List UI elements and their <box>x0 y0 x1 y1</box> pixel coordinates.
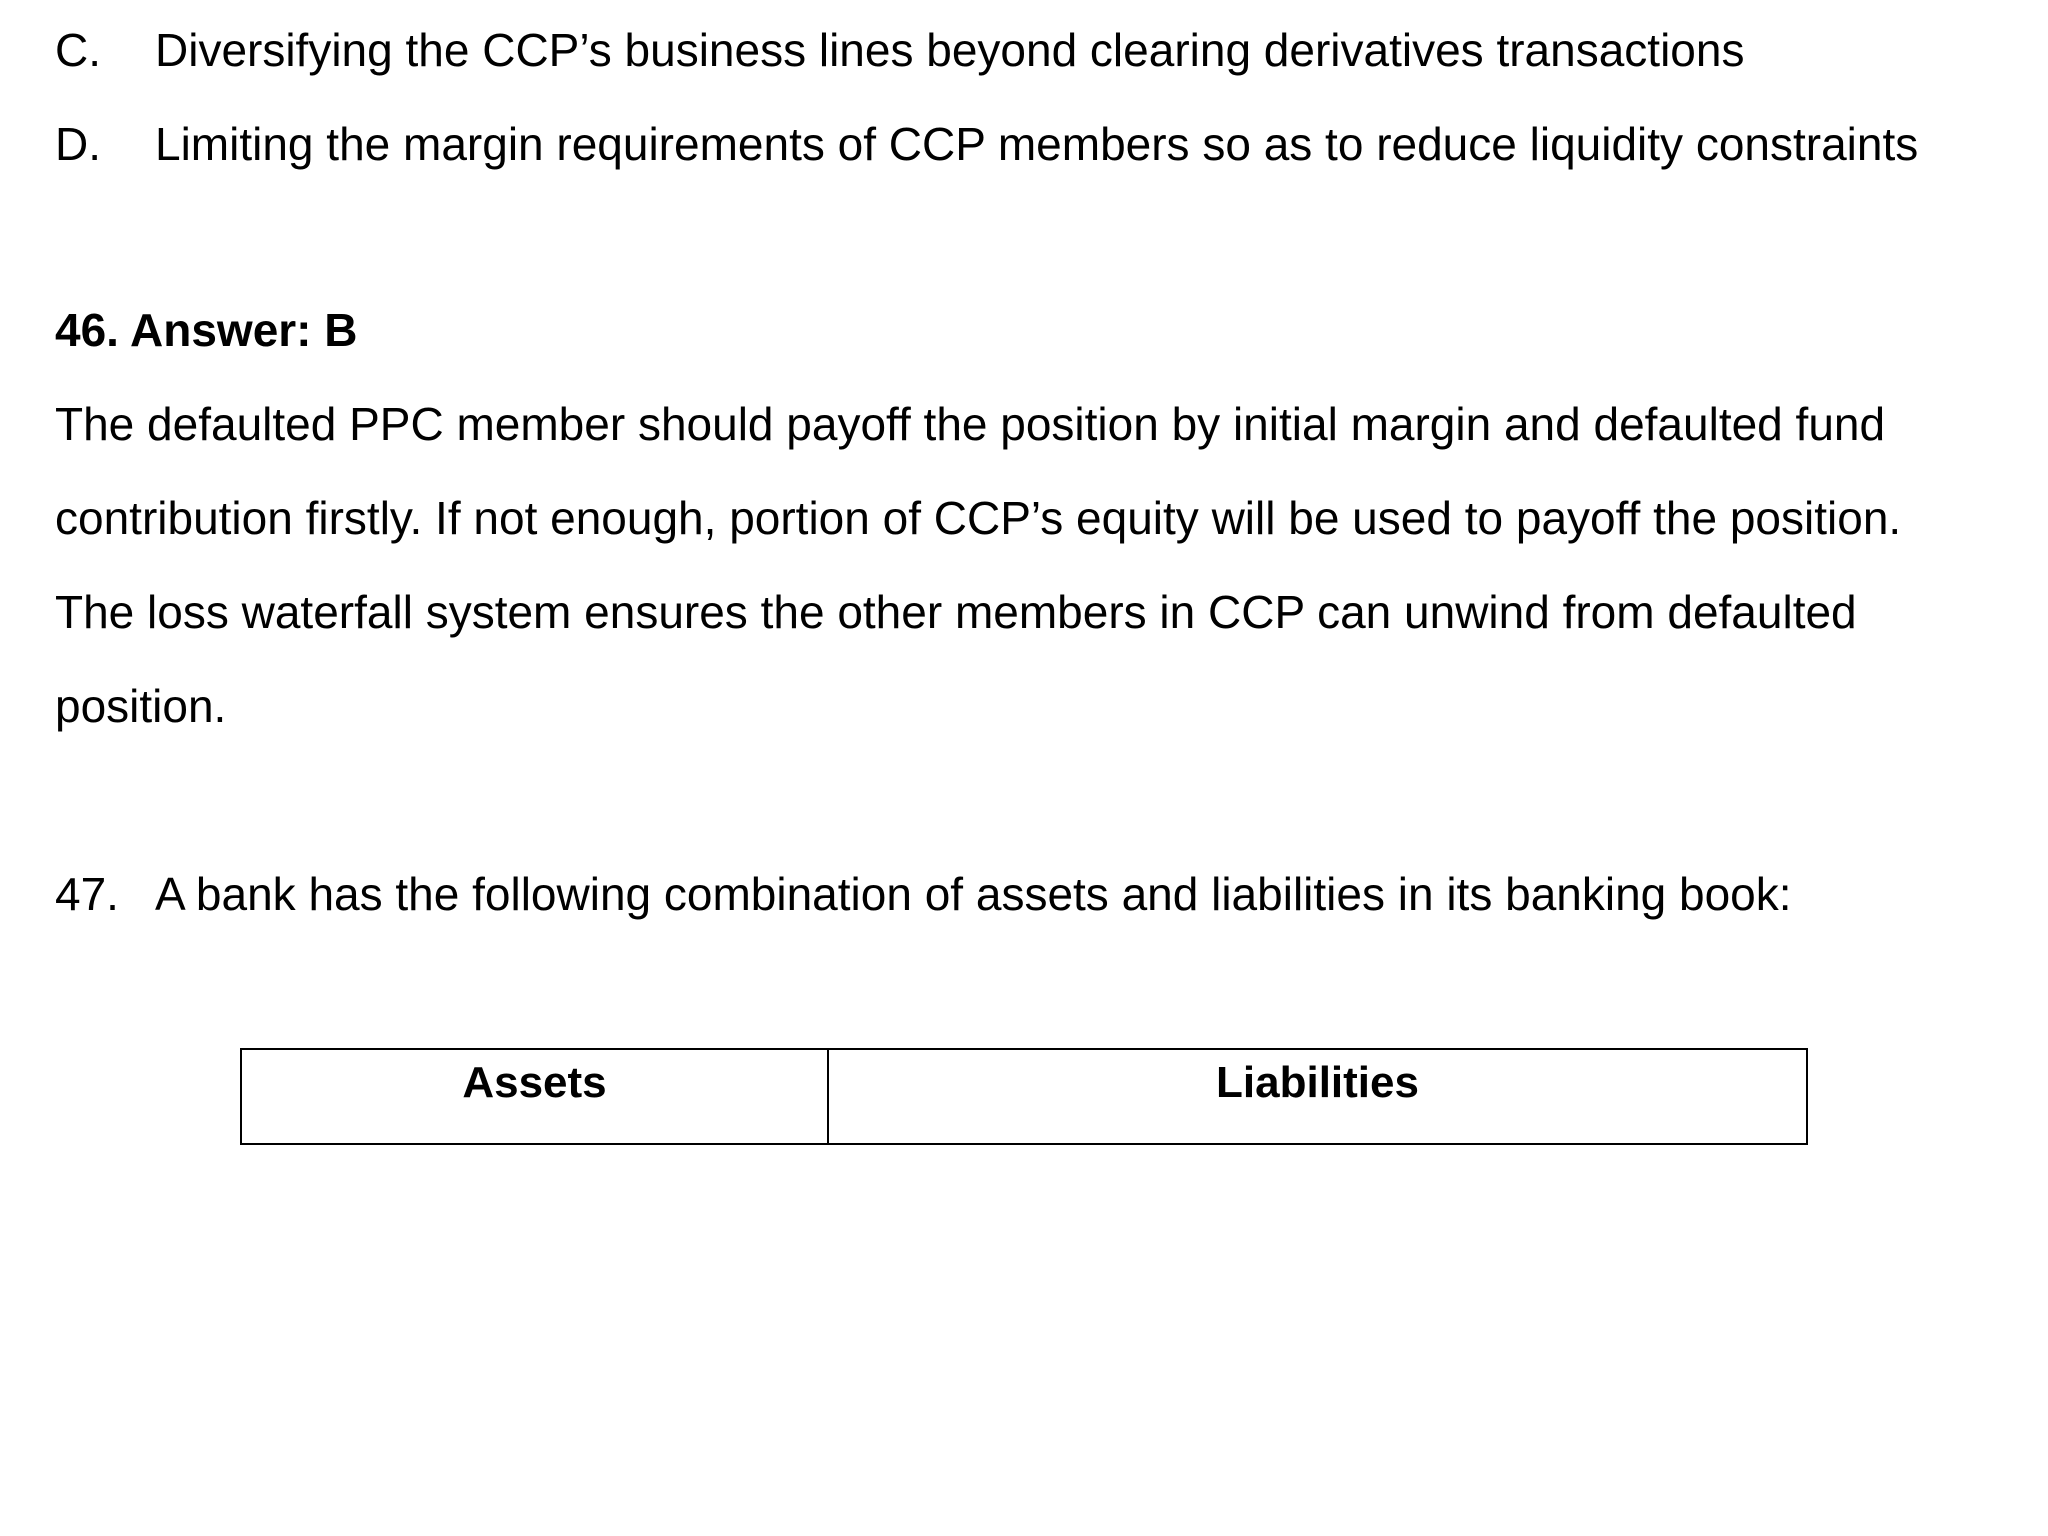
option-d-text: Limiting the margin requirements of CCP members so as to reduce liquidity constraints <box>155 118 1919 170</box>
assets-liabilities-table <box>240 1048 1808 1145</box>
answer-line-2: contribution firstly. If not enough, portion of CCP’s equity will be used to payoff the position. <box>55 492 1902 544</box>
answer-line-4: position. <box>55 680 227 732</box>
answer-heading: 46. Answer: B <box>55 304 358 356</box>
table-header-row <box>241 1049 1807 1144</box>
option-d-marker: D. <box>55 118 101 170</box>
option-c-marker: C. <box>55 24 101 76</box>
assets-header: Assets <box>241 1049 828 1144</box>
option-c-text: Diversifying the CCP’s business lines beyond clearing derivatives transactions <box>155 24 1745 76</box>
question-text: A bank has the following combination of assets and liabilities in its banking book: <box>155 868 1792 920</box>
question-number: 47. <box>55 868 119 920</box>
liabilities-header: Liabilities <box>828 1049 1807 1144</box>
answer-line-1: The defaulted PPC member should payoff the position by initial margin and defaulted fund <box>55 398 1886 450</box>
answer-line-3: The loss waterfall system ensures the other members in CCP can unwind from defaulted <box>55 586 1857 638</box>
